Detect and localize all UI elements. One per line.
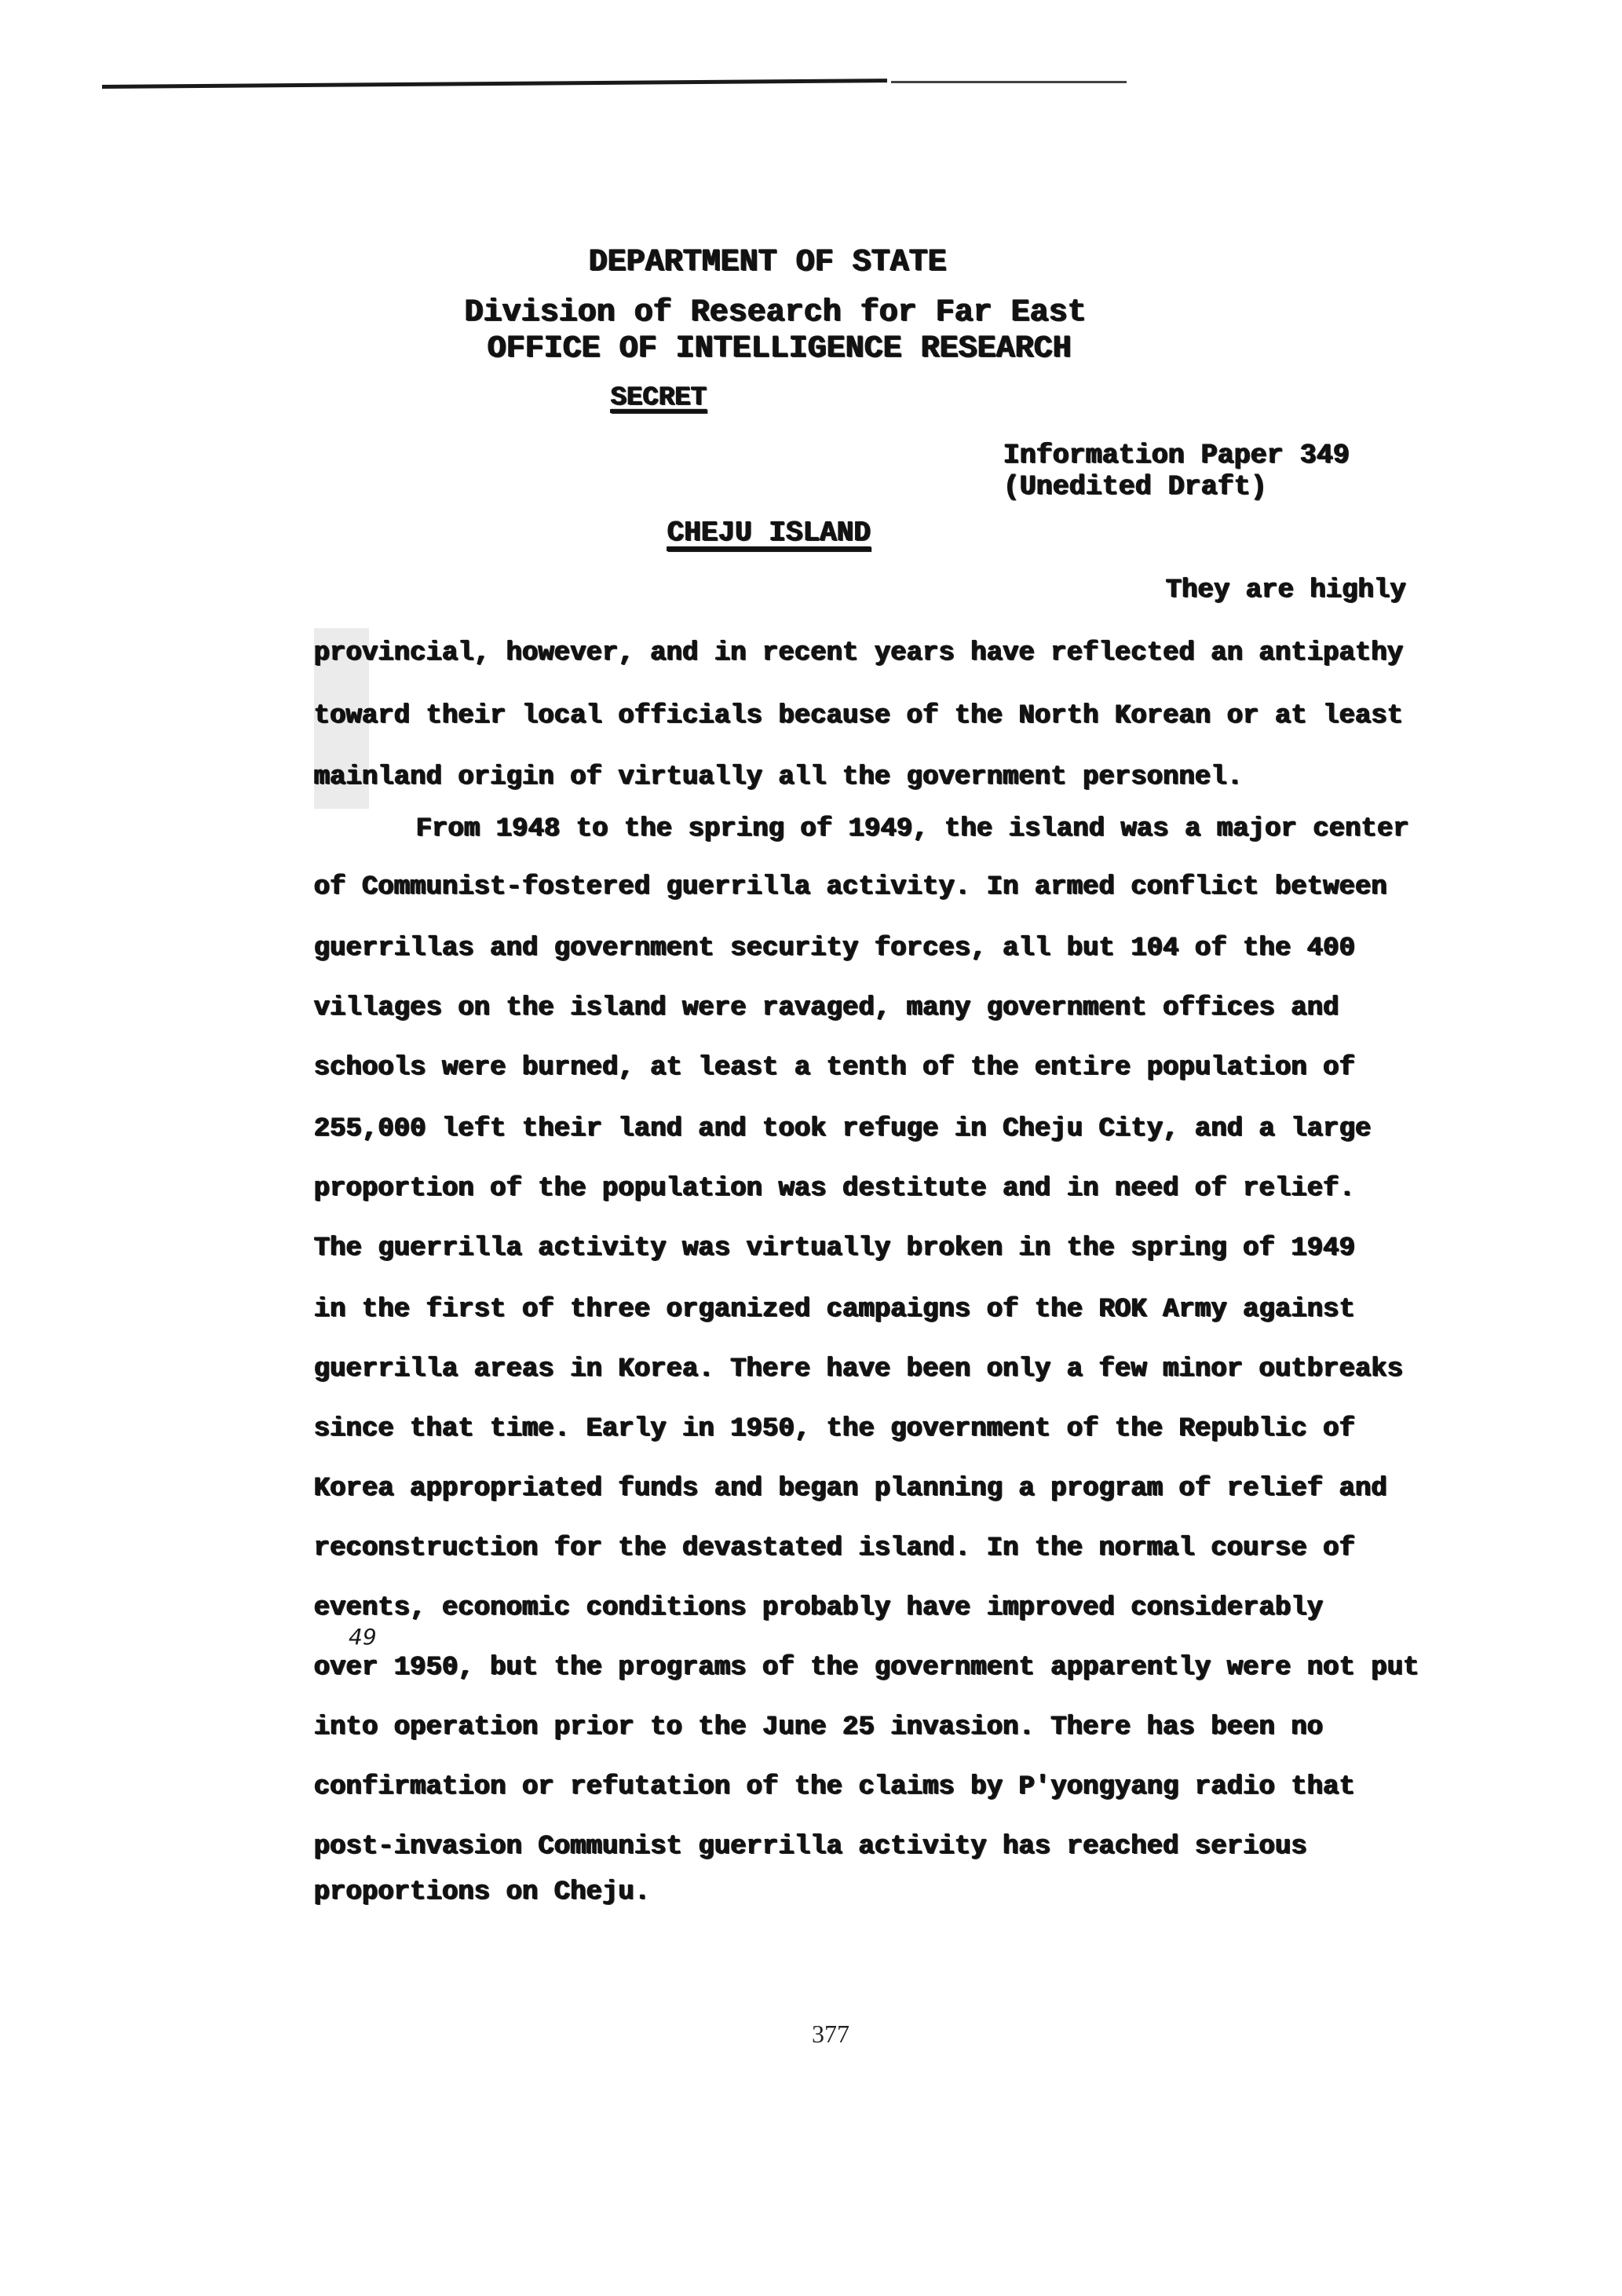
body-line: toward their local officials because of the North Korean or at least — [314, 701, 1404, 731]
scan-artifact-rule-short — [891, 81, 1127, 83]
body-line: villages on the island were ravaged, many government offices and — [314, 993, 1339, 1023]
body-line: schools were burned, at least a tenth of the entire population of — [314, 1053, 1356, 1083]
body-line: 255,000 left their land and took refuge in Cheju City, and a large — [314, 1114, 1372, 1144]
paper-identifier — [1003, 440, 1350, 503]
division-heading: Division of Research for Far East — [464, 295, 1087, 331]
body-line: The guerrilla activity was virtually broken in the spring of 1949 — [314, 1234, 1356, 1263]
body-line: since that time. Early in 1950, the government of the Republic of — [314, 1414, 1356, 1444]
body-line: in the first of three organized campaigns of the ROK Army against — [314, 1295, 1356, 1325]
classification-marking: SECRET — [611, 383, 707, 413]
body-line: of Communist-fostered guerrilla activity. In armed conflict between — [314, 872, 1388, 902]
department-heading: DEPARTMENT OF STATE — [588, 245, 948, 280]
body-line: proportion of the population was destitute and in need of relief. — [314, 1174, 1356, 1204]
document-title: CHEJU ISLAND — [667, 517, 871, 549]
scan-artifact-rule — [102, 79, 887, 89]
body-line: They are highly — [1166, 576, 1407, 605]
body-line: guerrilla areas in Korea. There have been only a few minor outbreaks — [314, 1355, 1404, 1384]
page-number: 377 — [812, 2020, 849, 2048]
handwritten-annotation: 49 — [349, 1624, 377, 1650]
body-line: mainland origin of virtually all the government personnel. — [314, 762, 1244, 792]
body-line: guerrillas and government security forces, all but 104 of the 400 — [314, 934, 1356, 963]
body-line: From 1948 to the spring of 1949, the island was a major center — [416, 814, 1410, 844]
paper-number: Information Paper 349 — [1003, 440, 1350, 471]
paper-status: (Unedited Draft) — [1003, 471, 1268, 503]
body-line: provincial, however, and in recent years have reflected an antipathy — [314, 638, 1404, 668]
body-line: into operation prior to the June 25 invasion. There has been no — [314, 1713, 1324, 1742]
office-heading: OFFICE OF INTELLIGENCE RESEARCH — [487, 331, 1072, 367]
body-line: confirmation or refutation of the claims by P'yongyang radio that — [314, 1772, 1356, 1802]
body-line: post-invasion Communist guerrilla activity has reached serious — [314, 1832, 1308, 1862]
body-line: reconstruction for the devastated island. In the normal course of — [314, 1534, 1356, 1563]
body-line: Korea appropriated funds and began planning a program of relief and — [314, 1474, 1388, 1504]
body-line: events, economic conditions probably have improved considerably — [314, 1593, 1324, 1623]
letterhead — [0, 245, 1622, 367]
body-line: over 1950, but the programs of the government apparently were not put — [314, 1653, 1419, 1683]
body-line: proportions on Cheju. — [314, 1877, 651, 1907]
